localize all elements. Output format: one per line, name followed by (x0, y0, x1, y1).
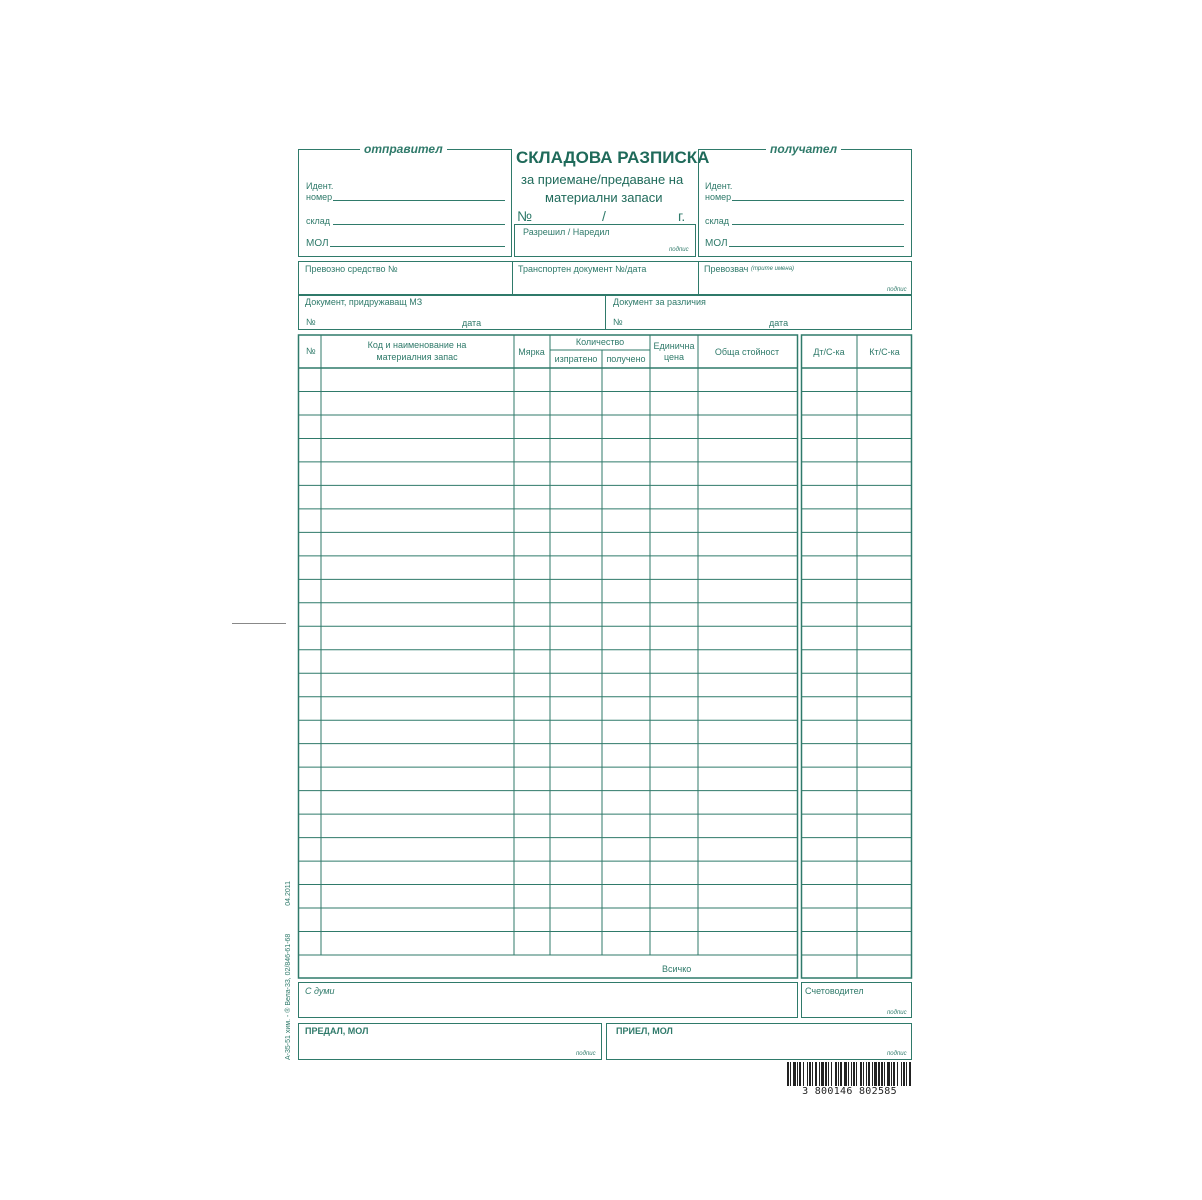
received-signature: подпис (887, 1051, 907, 1057)
handed-over-signature: подпис (576, 1051, 596, 1057)
vehicle-label: Превозно средство № (305, 264, 398, 274)
number-slash: / (602, 208, 606, 224)
col-brand-header: Мярка (518, 347, 545, 357)
carrier-hint: (трите имена) (751, 266, 795, 272)
col-total-header: Обща стойност (714, 347, 780, 357)
number-label: № (517, 208, 533, 224)
receiver-mol-label: МОЛ (705, 238, 728, 249)
col-unit-header-2: цена (663, 352, 685, 362)
carrier-signature: подпис (887, 287, 907, 293)
receiver-warehouse-label: склад (705, 216, 730, 226)
handed-over-label: ПРЕДАЛ, МОЛ (305, 1026, 369, 1036)
received-label: ПРИЕЛ, МОЛ (616, 1026, 673, 1036)
sender-legend: отправител (360, 142, 447, 156)
total-label: Всичко (662, 964, 692, 974)
sender-id-label-2: номер (306, 192, 333, 202)
accompanying-doc-label: Документ, придружаващ МЗ (305, 297, 423, 307)
col-dt-header: Дт/С-ка (813, 347, 845, 357)
col-name-header-2: материалния запас (376, 352, 458, 362)
sender-mol-label: МОЛ (306, 238, 329, 249)
receiver-id-label-2: номер (705, 192, 732, 202)
year-label: г. (678, 208, 686, 224)
accountant-signature: подпис (887, 1010, 907, 1016)
col-qty-header: Количество (575, 337, 625, 347)
in-words-label: С думи (305, 986, 335, 996)
sender-warehouse-label: склад (306, 216, 331, 226)
differences-number-label: № (613, 317, 623, 327)
side-code: А-35-51 хим. (285, 1018, 292, 1060)
document-title: СКЛАДОВА РАЗПИСКА (516, 148, 710, 167)
authorized-signature: подпис (669, 247, 689, 253)
col-received-header: получено (606, 354, 646, 364)
authorized-label: Разрешил / Наредил (523, 227, 610, 237)
col-unit-header-1: Единична (653, 341, 695, 351)
document-subtitle-2: материални запаси (545, 190, 663, 205)
differences-doc-label: Документ за различия (613, 297, 706, 307)
sender-id-label-1: Идент. (306, 181, 334, 191)
col-sent-header: изпратено (554, 354, 598, 364)
receiver-legend: получател (766, 142, 841, 156)
col-name-header-1: Код и наименование на (367, 340, 467, 350)
col-no-header: № (306, 346, 316, 356)
receiver-id-label-1: Идент. (705, 181, 733, 191)
accompanying-number-label: № (306, 317, 316, 327)
accompanying-date-label: дата (462, 318, 482, 328)
accountant-label: Счетоводител (805, 986, 864, 996)
document-subtitle-1: за приемане/предаване на (521, 172, 684, 187)
barcode-digits: 3 800146 802585 (787, 1086, 912, 1097)
side-date: 04.2011 (285, 880, 292, 906)
differences-date-label: дата (769, 318, 789, 328)
carrier-label: Превозвач (704, 264, 749, 274)
col-kt-header: Кт/С-ка (869, 347, 900, 357)
side-printer: - ® Вела-33, 02/846-61-68 (285, 933, 292, 1018)
transport-doc-label: Транспортен документ №/дата (518, 264, 647, 274)
